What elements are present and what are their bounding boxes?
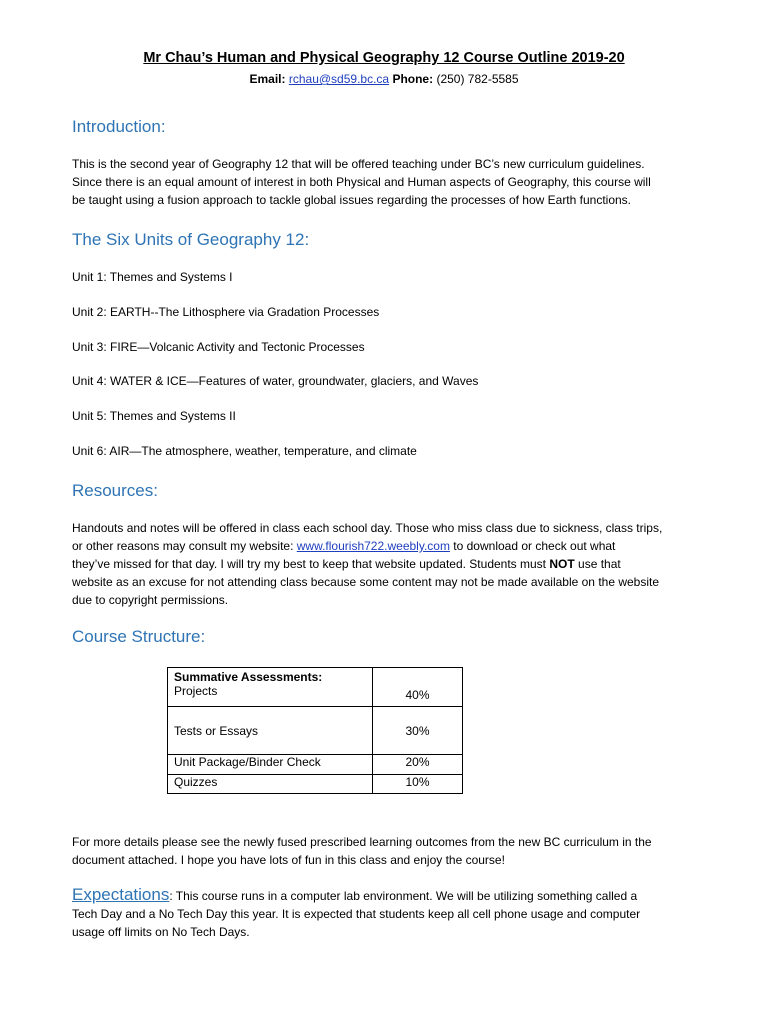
table-cell: [373, 707, 463, 755]
email-link[interactable]: rchau@sd59.bc.ca: [288, 72, 390, 86]
intro-line: be taught using a fusion approach to tackle global issues regarding the processes of how Earth functions.: [72, 193, 632, 207]
intro-line: This is the second year of Geography 12 that will be offered teaching under BC’s new curriculum guidelines.: [72, 157, 645, 171]
emphasis-not: NOT: [549, 557, 575, 571]
units-heading: The Six Units of Geography 12:: [72, 230, 310, 249]
unit-item: Unit 4: WATER & ICE—Features of water, groundwater, glaciers, and Waves: [72, 374, 479, 388]
phone-label: Phone:: [392, 72, 434, 86]
table-cell: [373, 755, 463, 775]
row-value: 30%: [405, 723, 430, 738]
page-title: Mr Chau’s Human and Physical Geography 12 Course Outline 2019-20: [143, 50, 625, 66]
table-cell: [168, 668, 373, 707]
row-label: Quizzes: [174, 775, 218, 789]
unit-item: Unit 1: Themes and Systems I: [72, 270, 233, 284]
email-label: Email:: [249, 72, 286, 86]
resources-line: Handouts and notes will be offered in class each school day. Those who miss class due to sickness, class trips,: [72, 521, 663, 535]
unit-item: Unit 6: AIR—The atmosphere, weather, temperature, and climate: [72, 444, 417, 458]
intro-line: Since there is an equal amount of interest in both Physical and Human aspects of Geography, this course will: [72, 175, 651, 189]
table-cell: [168, 755, 373, 775]
table-cell: [373, 668, 463, 707]
details-line: document attached. I hope you have lots of fun in this class and enjoy the course!: [72, 853, 505, 867]
row-label: Tests or Essays: [174, 723, 259, 738]
row-label: Unit Package/Binder Check: [174, 755, 321, 769]
unit-item: Unit 2: EARTH--The Lithosphere via Gradation Processes: [72, 305, 380, 319]
table-row: [168, 707, 463, 755]
row-value: 10%: [405, 775, 430, 789]
table-cell: [373, 775, 463, 794]
course-structure-heading: Course Structure:: [72, 627, 206, 646]
website-link[interactable]: www.flourish722.weebly.com: [296, 539, 450, 553]
resources-line: [72, 537, 702, 555]
row-value: 20%: [405, 755, 430, 769]
unit-item: Unit 3: FIRE—Volcanic Activity and Tectonic Processes: [72, 340, 365, 354]
table-header: Summative Assessments:: [174, 670, 323, 684]
introduction-paragraph: [72, 155, 702, 209]
table-cell: [168, 707, 373, 755]
resources-paragraph: [72, 519, 702, 609]
expectations-line: Tech Day and a No Tech Day this year. It is expected that students keep all cell phone usage and computer: [72, 907, 641, 921]
table-row: [168, 755, 463, 775]
resources-line: website as an excuse for not attending class because some content may not be made available on the website: [72, 575, 660, 589]
expectations-text: : This course runs in a computer lab environment. We will be utilizing something called a: [169, 889, 638, 903]
table-row: [168, 668, 463, 707]
table-row: [168, 775, 463, 794]
unit-item: Unit 5: Themes and Systems II: [72, 409, 236, 423]
row-label: Projects: [174, 684, 218, 698]
details-line: For more details please see the newly fused prescribed learning outcomes from the new BC curriculum in the: [72, 835, 652, 849]
phone-number: (250) 782-5585: [436, 72, 519, 86]
details-paragraph: [72, 833, 702, 869]
expectations-line: [72, 886, 702, 905]
expectations-heading: Expectations: [72, 885, 170, 904]
resources-text: to download or check out what: [449, 539, 616, 553]
table-cell: [168, 775, 373, 794]
resources-heading: Resources:: [72, 481, 158, 500]
resources-text: or other reasons may consult my website:: [72, 539, 297, 553]
resources-text: they’ve missed for that day. I will try my best to keep that website updated. Students must: [72, 557, 550, 571]
contact-line: [0, 72, 768, 86]
row-value: 40%: [405, 688, 430, 702]
resources-line: [72, 555, 702, 573]
expectations-paragraph: [72, 886, 702, 941]
introduction-heading: Introduction:: [72, 117, 166, 136]
assessment-table: [167, 667, 463, 794]
expectations-line: usage off limits on No Tech Days.: [72, 925, 250, 939]
resources-text: use that: [574, 557, 621, 571]
resources-line: due to copyright permissions.: [72, 593, 229, 607]
